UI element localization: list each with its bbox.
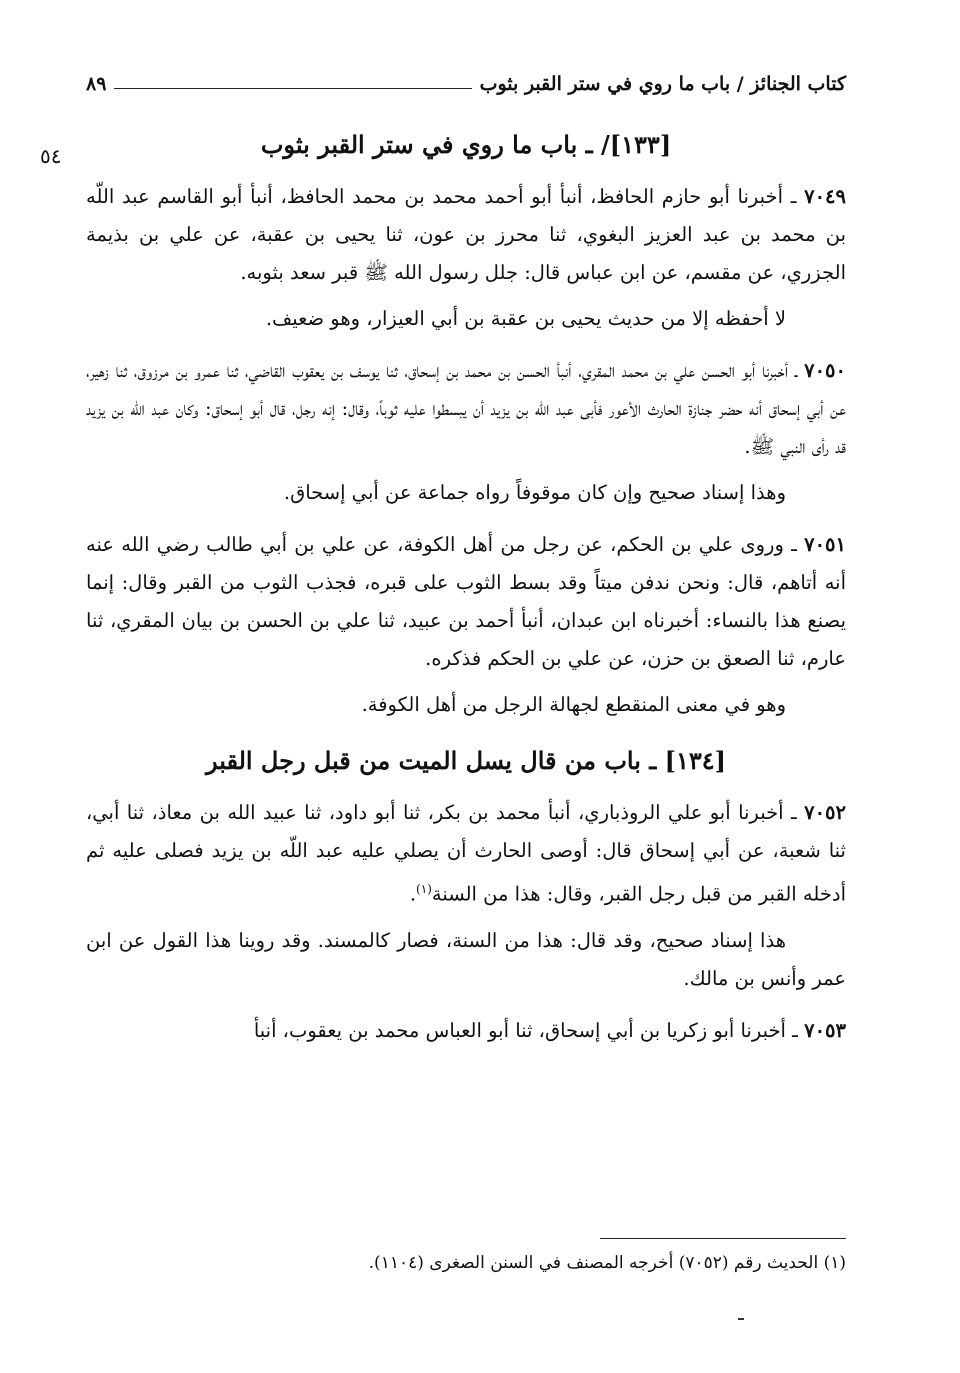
commentary: لا أحفظه إلا من حديث يحيى بن عقبة بن أبي العيزار، وهو ضعيف.	[265, 307, 786, 330]
hadith-number: ٧٠٥٢	[804, 801, 846, 824]
main-text	[86, 122, 846, 1050]
hadith-number: ٧٠٤٩	[804, 185, 846, 208]
margin-reference-number: ٥٤	[40, 144, 62, 168]
hadith-7050	[86, 352, 846, 466]
hadith-7049	[86, 178, 846, 292]
running-header	[86, 66, 846, 102]
footnote: (١) الحديث رقم (٧٠٥٢) أخرجه المصنف في السنن الصغرى (١١٠٤).	[368, 1253, 846, 1273]
hadith-text: ـ أخبرنا أبو علي الروذباري، أنبأ محمد بن بكر، ثنا أبو داود، ثنا عبيد الله بن معاذ، ثنا أبي، ثنا شعبة، عن أبي إسحاق قال: أوصى الحارث أن يصلي عليه عبد اللّه بن يزيد فصلى عليه ثم أدخله القبر من قبل رجل القبر، وقال: هذا من السنة	[86, 801, 846, 906]
hadith-number: ٧٠٥٠	[804, 359, 846, 382]
hadith-text: ـ أخبرنا أبو حازم الحافظ، أنبأ أبو أحمد محمد بن محمد الحافظ، أنبأ أبو القاسم عبد اللّه بن محمد بن عبد العزيز البغوي، ثنا محرز بن عون، ثنا يحيى بن عقبة، عن علي بن بذيمة الجزري، عن مقسم، عن ابن عباس قال: جلل رسول الله ﷺ قبر سعد بثوبه.	[86, 185, 846, 284]
hadith-number: ٧٠٥١	[804, 533, 846, 556]
hadith-text: ـ أخبرنا أبو زكريا بن أبي إسحاق، ثنا أبو العباس محمد بن يعقوب، أنبأ	[253, 1018, 805, 1042]
hadith-7051	[86, 526, 846, 678]
footnote-rule	[600, 1238, 846, 1239]
hadith-7053	[86, 1012, 846, 1050]
hadith-end: .	[409, 882, 417, 906]
chapter-title: [١٣٣]/ ـ باب ما روي في ستر القبر بثوب	[260, 130, 672, 159]
hadith-number: ٧٠٥٣	[804, 1018, 846, 1042]
page-number: ٨٩	[86, 73, 107, 95]
chapter-title: [١٣٤] ـ باب من قال يسل الميت من قبل رجل القبر	[205, 746, 727, 775]
footnote-marker: (١)	[416, 882, 432, 896]
commentary: وهذا إسناد صحيح وإن كان موقوفاً رواه جماعة عن أبي إسحاق.	[283, 481, 786, 504]
hadith-7052	[86, 794, 846, 914]
hadith-text: ـ أخبرنا أبو الحسن علي بن محمد المقري، أنبأ الحسن بن محمد بن إسحاق، ثنا يوسف بن يعقوب القاضي، ثنا عمرو بن مرزوق، ثنا زهير، عن أبي إسحاق أنه حضر جنازة الحارث الأعور فأبى عبد اللّه بن يزيد أن يبسطوا عليه ثوباً، وقال: إنه رجل، قال أبو إسحاق: وكان عبد اللّه بن يزيد قد رأى النبي ﷺ.	[86, 359, 846, 458]
commentary: وهو في معنى المنقطع لجهالة الرجل من أهل الكوفة.	[361, 693, 786, 716]
page-mark	[738, 1318, 744, 1320]
running-title: كتاب الجنائز / باب ما روي في ستر القبر بثوب	[479, 73, 846, 95]
header-rule	[114, 88, 471, 89]
hadith-text: ـ وروى علي بن الحكم، عن رجل من أهل الكوفة، عن علي بن أبي طالب رضي الله عنه أنه أتاهم، قال: ونحن ندفن ميتاً وقد بسط الثوب على قبره، فجذب الثوب من القبر وقال: إنما يصنع هذا بالنساء: أخبرناه ابن عبدان، أنبأ أحمد بن عبيد، ثنا علي بن الحسن بن بيان المقري، ثنا عارم، ثنا الصعق بن حزن، عن علي بن الحكم فذكره.	[86, 533, 846, 670]
commentary: هذا إسناد صحيح، وقد قال: هذا من السنة، فصار كالمسند. وقد روينا هذا القول عن ابن عمر وأنس بن مالك.	[86, 928, 846, 990]
